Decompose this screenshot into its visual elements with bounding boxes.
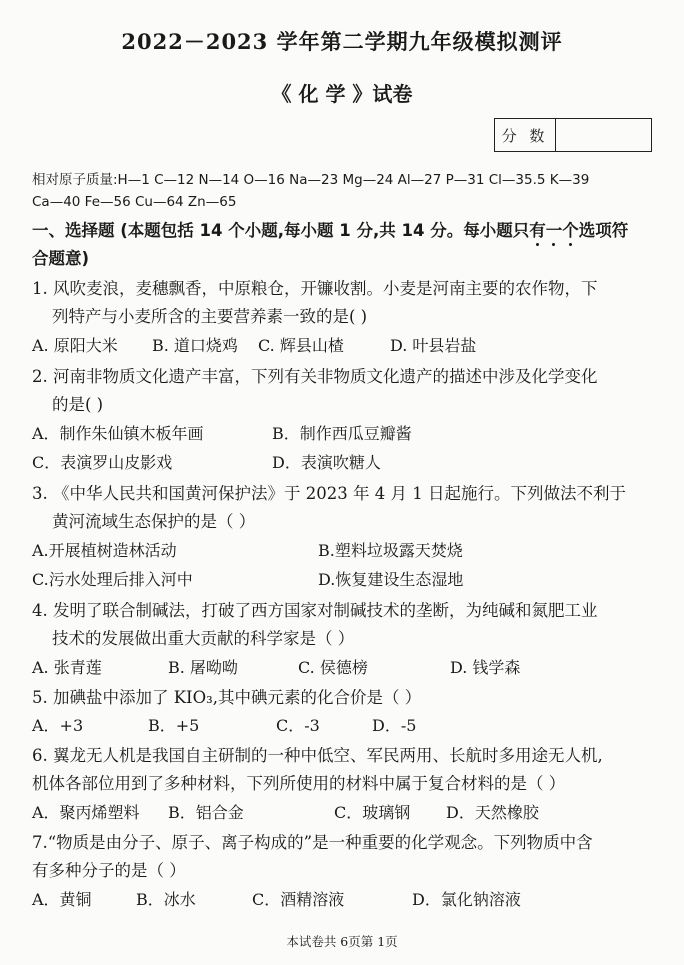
section-heading-line-2: 合题意): [32, 249, 90, 268]
q3-option-c[interactable]: C.污水处理后排入河中: [32, 570, 193, 589]
q4-option-c[interactable]: C. 侯德榜: [298, 658, 368, 677]
q3-option-d[interactable]: D.恢复建设生态湿地: [318, 570, 464, 589]
question-4-line-1: 4. 发明了联合制碱法，打破了西方国家对制碱技术的垄断，为纯碱和氮肥工业: [32, 601, 598, 620]
q1-option-d[interactable]: D. 叶县岩盐: [390, 336, 477, 355]
question-6-line-1: 6. 翼龙无人机是我国自主研制的一种中低空、军民两用、长航时多用途无人机,: [32, 746, 603, 765]
section-heading-end: 选项符: [578, 221, 629, 240]
q5-option-c[interactable]: C．-3: [276, 716, 320, 735]
q2-option-b[interactable]: B．制作西瓜豆瓣酱: [272, 424, 412, 443]
question-1-line-1: 1. 风吹麦浪，麦穗飘香，中原粮仓，开镰收割。小麦是河南主要的农作物，下: [32, 279, 598, 298]
score-value-field[interactable]: [556, 119, 651, 151]
question-3-line-2: 黄河流域生态保护的是（ ）: [52, 512, 256, 531]
q1-option-a[interactable]: A. 原阳大米: [32, 336, 118, 355]
section-heading-emphasis: [529, 221, 579, 240]
q2-option-a[interactable]: A．制作朱仙镇木板年画: [32, 424, 204, 443]
q4-option-a[interactable]: A. 张青莲: [32, 658, 102, 677]
score-box: [494, 118, 652, 152]
question-3-line-1: 3. 《中华人民共和国黄河保护法》于 2023 年 4 月 1 日起施行。下列做法不利于: [32, 484, 626, 503]
emphasis-char: 一: [545, 221, 563, 240]
emphasis-char: 个: [562, 221, 579, 240]
emphasis-char: 有: [529, 221, 546, 240]
q5-option-d[interactable]: D．-5: [372, 716, 417, 735]
q2-option-c[interactable]: C．表演罗山皮影戏: [32, 453, 173, 472]
question-7-line-2: 有多种分子的是（ ）: [32, 861, 186, 880]
q7-option-d[interactable]: D．氯化钠溶液: [412, 890, 521, 909]
question-5-line-1: 5. 加碘盐中添加了 KIO₃,其中碘元素的化合价是（ ）: [32, 688, 422, 707]
q4-option-b[interactable]: B. 屠呦呦: [168, 658, 238, 677]
q7-option-b[interactable]: B．冰水: [136, 890, 196, 909]
score-label: 分 数: [495, 119, 556, 151]
q3-option-b[interactable]: B.塑料垃圾露天焚烧: [318, 541, 463, 560]
question-4-line-2: 技术的发展做出重大贡献的科学家是（ ）: [52, 629, 355, 648]
atomic-mass-line-2: Ca—40 Fe—56 Cu—64 Zn—65: [32, 194, 237, 210]
q6-option-d[interactable]: D．天然橡胶: [446, 803, 539, 822]
q6-option-b[interactable]: B．铝合金: [168, 803, 244, 822]
section-heading: [32, 217, 628, 241]
q3-option-a[interactable]: A.开展植树造林活动: [32, 541, 177, 560]
q1-option-c[interactable]: C. 辉县山楂: [258, 336, 344, 355]
question-2-line-1: 2. 河南非物质文化遗产丰富，下列有关非物质文化遗产的描述中涉及化学变化: [32, 367, 598, 386]
section-heading-main: 一、选择题 (本题包括 14 个小题,每小题 1 分,共 14 分。每小题只: [32, 221, 530, 240]
q1-option-b[interactable]: B. 道口烧鸡: [152, 336, 238, 355]
q7-option-a[interactable]: A．黄铜: [32, 890, 92, 909]
exam-title: 2022－2023 学年第二学期九年级模拟测评: [121, 29, 563, 54]
q4-option-d[interactable]: D. 钱学森: [450, 658, 521, 677]
question-7-line-1: 7.“物质是由分子、原子、离子构成的”是一种重要的化学观念。下列物质中含: [32, 833, 593, 852]
atomic-mass-line-1: 相对原子质量:H—1 C—12 N—14 O—16 Na—23 Mg—24 Al—27 P—31 Cl—35.5 K—39: [32, 172, 590, 188]
question-1-line-2: 列特产与小麦所含的主要营养素一致的是( ): [52, 307, 368, 326]
q7-option-c[interactable]: C．酒精溶液: [252, 890, 345, 909]
q5-option-a[interactable]: A．+3: [32, 716, 84, 735]
exam-subject: 《 化 学 》试卷: [271, 82, 413, 106]
q5-option-b[interactable]: B．+5: [148, 716, 200, 735]
question-2-line-2: 的是( ): [52, 395, 104, 414]
q6-option-a[interactable]: A．聚丙烯塑料: [32, 803, 140, 822]
q2-option-d[interactable]: D．表演吹糖人: [272, 453, 381, 472]
q6-option-c[interactable]: C．玻璃钢: [334, 803, 411, 822]
page-footer: 本试卷共 6页第 1页: [286, 934, 398, 949]
question-6-line-2: 机体各部位用到了多种材料，下列所使用的材料中属于复合材料的是（ ）: [32, 774, 566, 793]
